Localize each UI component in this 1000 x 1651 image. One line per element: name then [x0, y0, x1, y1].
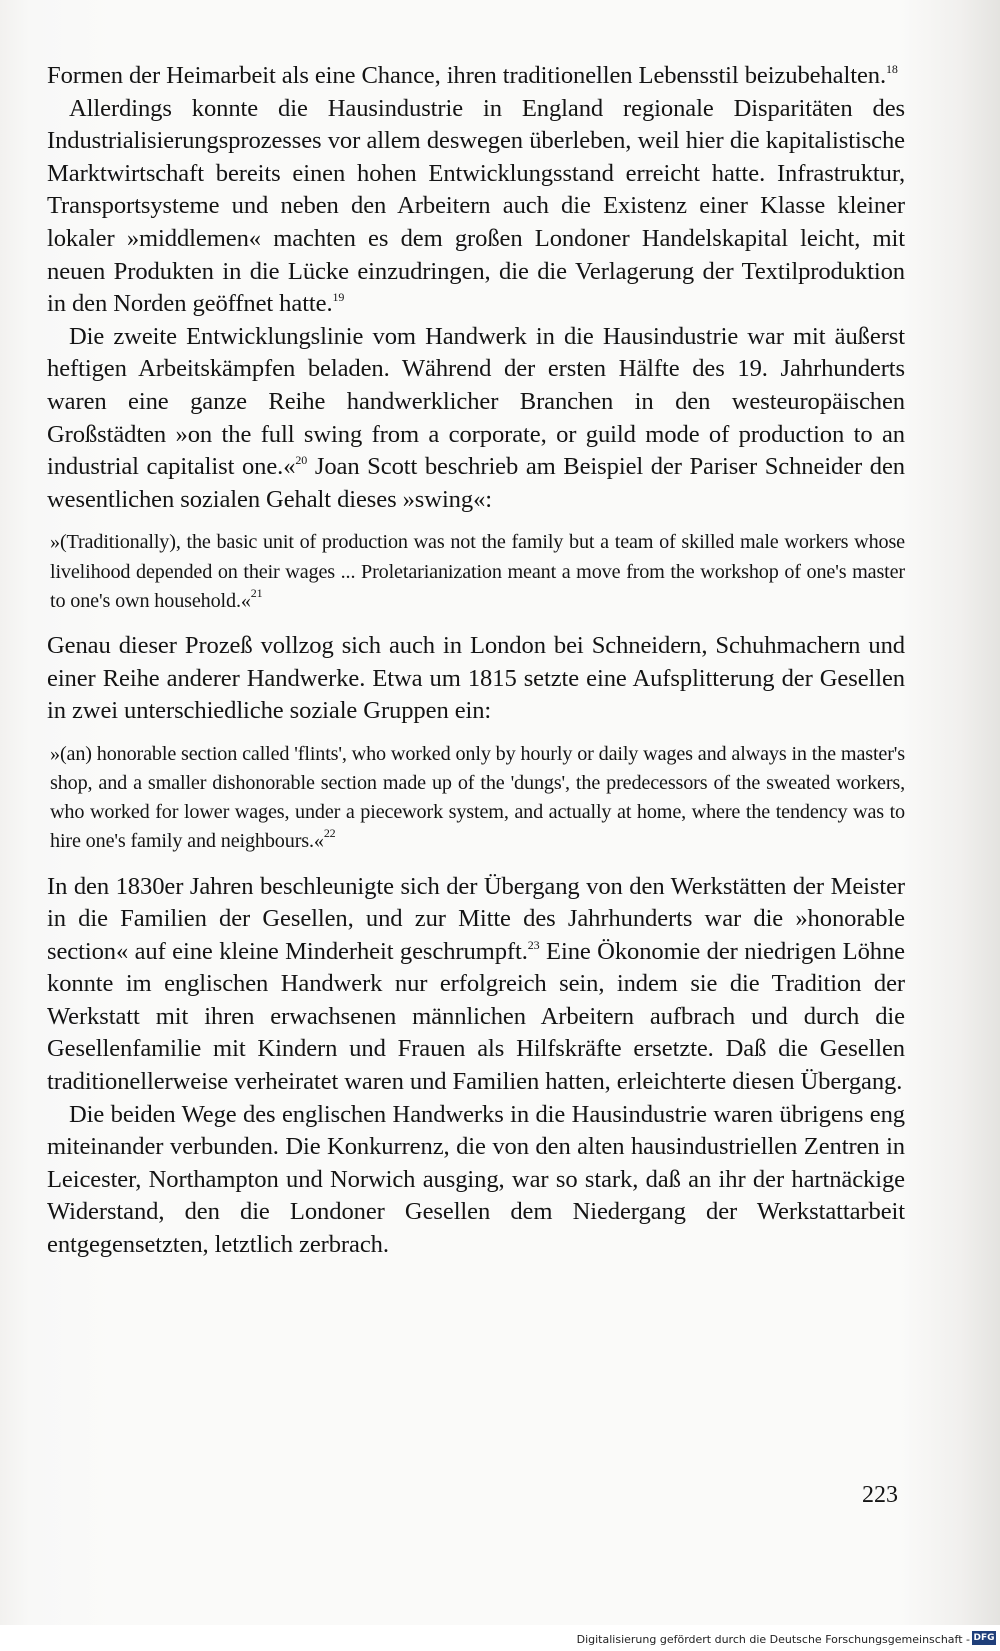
digitization-footer	[0, 1625, 1000, 1651]
paragraph-text: Eine Ökonomie der niedrigen Löhne konnte im englischen Handwerk nur erfolgreich sein, indem sie die Tradition der Werkstatt mit ihren erwachsenen männlichen Arbeitern aufbrach und durch die Gesellenfamilie mit Kindern und Frauen als Hilfskräfte ersetzte. Daß die Gesellen traditionellerweise verheiratet waren und Familien hatten, erleichterte diesen Übergang.	[47, 937, 905, 1096]
paragraph-text: Joan Scott beschrieb am Beispiel der Pariser Schneider den wesentlichen sozialen Gehalt dieses »swing«:	[47, 453, 905, 513]
paragraph-text: Die beiden Wege des englischen Handwerks in die Hausindustrie waren übrigens eng miteinander verbunden. Die Konkurrenz, die von den alten hausindustriellen Zentren in Leicester, Northampton und Norwich ausging, war so stark, daß an ihr der hartnäckige Widerstand, den die Londoner Gesellen dem Niedergang der Werkstattarbeit entgegensetzten, letztlich zerbrach.	[47, 1100, 905, 1259]
block-quote-1	[47, 528, 905, 616]
dfg-logo-icon: DFG	[973, 1633, 995, 1643]
paragraph-5	[47, 871, 905, 1099]
paragraph-text: Formen der Heimarbeit als eine Chance, ihren traditionellen Lebensstil beizubehalten.	[47, 62, 887, 89]
paragraph-text: Genau dieser Prozeß vollzog sich auch in London bei Schneidern, Schuhmachern und einer Reihe anderer Handwerke. Etwa um 1815 setzte eine Aufsplitterung der Gesellen in zwei unterschiedliche soziale Gruppen ein:	[47, 631, 905, 725]
paragraph-2	[47, 93, 905, 321]
paragraph-3	[47, 321, 905, 517]
footnote-ref: 20	[295, 453, 308, 468]
paragraph-text: Allerdings konnte die Hausindustrie in England regionale Disparitäten des Industrialisierungsprozesses vor allem deswegen überleben, weil hier die kapitalistische Marktwirtschaft bereits einen hohen Entwicklungsstand erreicht hatte. Infrastruktur, Transportsysteme und neben den Arbeitern auch die Existenz einer Klasse kleiner lokaler »middlemen« machten es dem großen Londoner Handelskapital leicht, mit neuen Produkten in die Lücke einzudringen, die die Verlagerung der Textilproduktion in den Norden geöffnet hatte.	[47, 94, 905, 318]
quote-text: »(an) honorable section called 'flints', who worked only by hourly or daily wages and always in the master's shop, and a smaller dishonorable section made up of the 'dungs', the predecessors of the sweated workers, who worked for lower wages, under a piecework system, and actually at home, where the tendency was to hire one's family and neighbours.«	[50, 742, 905, 853]
page-number: 223	[862, 1482, 898, 1508]
footnote-ref: 18	[886, 62, 898, 76]
block-quote-2	[47, 740, 905, 857]
footer-credit: Digitalisierung gefördert durch die Deutsche Forschungsgemeinschaft -	[576, 1633, 970, 1646]
paragraph-6	[47, 1099, 905, 1262]
footnote-ref: 23	[527, 937, 540, 952]
page-body	[47, 60, 905, 1262]
paragraph-1	[47, 60, 905, 93]
paragraph-4	[47, 630, 905, 728]
footnote-ref: 21	[250, 585, 263, 600]
paragraph-text: In den 1830er Jahren beschleunigte sich der Übergang von den Werkstätten der Meister in die Familien der Gesellen, und zur Mitte des Jahrhunderts war die »honorable section« auf eine kleine Minderheit geschrumpft.	[47, 872, 905, 965]
footnote-ref: 19	[332, 290, 345, 305]
paragraph-text: Die zweite Entwicklungslinie vom Handwerk in die Hausindustrie war mit äußerst heftigen Arbeitskämpfen beladen. Während der ersten Hälfte des 19. Jahrhunderts waren eine ganze Reihe handwerklicher Branchen in den westeuropäischen Großstädten »on the full swing from a corporate, or guild mode of production to an industrial capitalist one.«	[47, 322, 905, 481]
footnote-ref: 22	[323, 826, 336, 841]
quote-text: »(Traditionally), the basic unit of production was not the family but a team of skilled male workers whose livelihood depended on their wages ... Proletarianization meant a move from the workshop of one's master to one's own household.«	[50, 531, 905, 612]
